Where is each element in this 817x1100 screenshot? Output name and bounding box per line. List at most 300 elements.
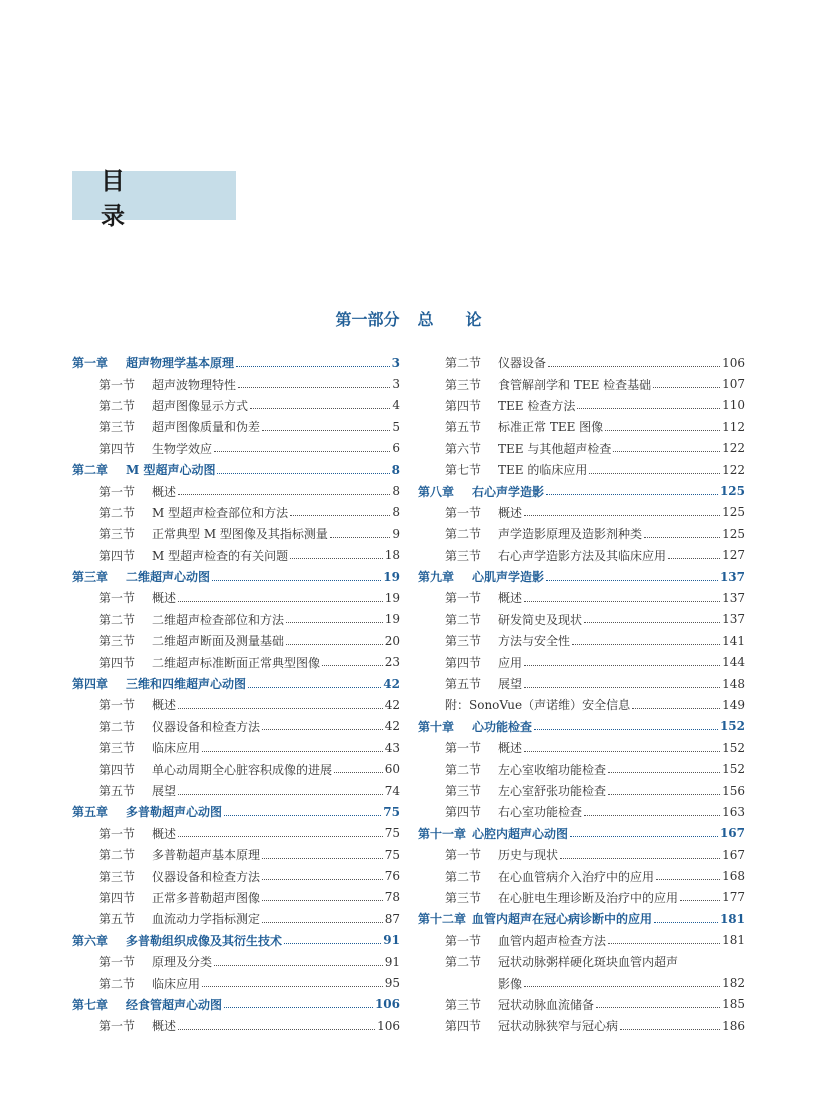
- toc-leader-dots: [524, 600, 720, 602]
- toc-entry-title: M 型超声检查部位和方法: [152, 505, 289, 520]
- toc-section-entry[interactable]: [72, 609, 400, 630]
- toc-entry-title: 超声物理学基本原理: [126, 356, 235, 371]
- toc-entry-title: 超声波物理特性: [152, 377, 237, 392]
- toc-section-entry[interactable]: [72, 395, 400, 416]
- toc-section-entry[interactable]: [418, 758, 745, 779]
- toc-entry-title: 仪器设备: [498, 356, 547, 371]
- toc-page-number: 106: [377, 1018, 400, 1033]
- toc-entry-label: 第三节: [99, 420, 136, 435]
- toc-section-entry[interactable]: [418, 651, 745, 672]
- toc-section-entry[interactable]: [418, 737, 745, 758]
- toc-leader-dots: [262, 899, 383, 901]
- toc-entry-title: 食管解剖学和 TEE 检查基础: [498, 377, 652, 392]
- toc-section-entry[interactable]: [72, 587, 400, 608]
- toc-entry-label: 第四节: [99, 762, 136, 777]
- toc-leader-dots: [653, 386, 720, 388]
- toc-page-number: 148: [722, 676, 745, 691]
- toc-section-entry[interactable]: [418, 630, 745, 651]
- toc-entry-title: 冠状动脉粥样硬化斑块血管内超声: [498, 955, 679, 970]
- toc-page-number: 167: [722, 847, 745, 862]
- toc-entry-label: 第九章: [418, 570, 455, 585]
- toc-entry-title: 在心脏电生理诊断及治疗中的应用: [498, 890, 679, 905]
- toc-page-number: 112: [722, 419, 745, 434]
- toc-page-number: 106: [374, 997, 400, 1012]
- toc-section-entry[interactable]: [418, 416, 745, 437]
- toc-entry-label: 第一节: [99, 377, 136, 392]
- toc-page-number: 75: [384, 847, 400, 862]
- toc-entry-label: 第三节: [99, 869, 136, 884]
- toc-leader-dots: [632, 707, 720, 709]
- toc-section-entry[interactable]: [418, 373, 745, 394]
- part-title-word-2: 论: [465, 310, 482, 329]
- toc-entry-title: 右心室功能检查: [498, 805, 583, 820]
- toc-section-entry[interactable]: [72, 758, 400, 779]
- toc-leader-dots: [546, 493, 718, 495]
- toc-heading-box: [72, 166, 236, 230]
- toc-entry-title: 血管内超声在冠心病诊断中的应用: [472, 912, 653, 927]
- toc-page-number: 75: [383, 804, 400, 819]
- toc-leader-dots: [262, 878, 383, 880]
- toc-section-entry[interactable]: [72, 438, 400, 459]
- toc-entry-title: 二维超声心动图: [126, 570, 211, 585]
- toc-leader-dots: [620, 1028, 720, 1030]
- toc-page-number: 152: [719, 719, 745, 734]
- toc-chapter-entry[interactable]: [72, 352, 400, 373]
- toc-leader-dots: [608, 793, 720, 795]
- toc-entry-title: 概述: [498, 591, 523, 606]
- toc-section-entry[interactable]: [72, 823, 400, 844]
- toc-entry-label: 第三节: [445, 784, 482, 798]
- toc-leader-dots: [224, 1006, 373, 1008]
- toc-section-entry[interactable]: [72, 502, 400, 523]
- toc-section-entry[interactable]: [418, 887, 745, 908]
- toc-entry-label: 第一节: [99, 955, 136, 970]
- toc-page-number: 141: [722, 633, 745, 648]
- toc-entry-label: 第一节: [445, 591, 482, 606]
- toc-entry-label: 第七节: [445, 463, 482, 478]
- toc-entry-title: 超声图像显示方式: [152, 398, 249, 413]
- toc-leader-dots: [584, 814, 720, 816]
- toc-entry-label: 第一节: [99, 698, 136, 713]
- toc-entry-label: 第二章: [72, 463, 109, 478]
- toc-section-entry[interactable]: [72, 844, 400, 865]
- toc-page-number: 122: [722, 441, 745, 456]
- toc-leader-dots: [524, 686, 720, 688]
- toc-leader-dots: [608, 771, 720, 773]
- toc-entry-label: 第二节: [99, 612, 136, 627]
- toc-entry-title: 右心声学造影方法及其临床应用: [498, 548, 667, 563]
- toc-entry-label: 第二节: [445, 955, 482, 970]
- toc-leader-dots: [668, 557, 720, 559]
- toc-entry-title: 左心室舒张功能检查: [498, 784, 607, 798]
- toc-entry-label: 第二节: [445, 612, 482, 627]
- toc-page-number: 8: [392, 505, 400, 520]
- toc-page-number: 9: [392, 526, 400, 541]
- toc-page-number: 144: [722, 655, 745, 670]
- toc-page-number: 110: [722, 398, 745, 413]
- toc-leader-dots: [656, 878, 720, 880]
- toc-entry-title: M 型超声检查的有关问题: [152, 548, 289, 563]
- toc-leader-dots: [238, 386, 390, 388]
- toc-leader-dots: [224, 814, 381, 816]
- toc-chapter-entry[interactable]: [418, 908, 745, 929]
- toc-page-number: 19: [384, 612, 400, 627]
- toc-page-number: 76: [384, 869, 400, 884]
- part-title-number: 第一部分: [335, 310, 400, 329]
- toc-page-number: 182: [722, 976, 745, 991]
- toc-entry-label: 第二节: [99, 848, 136, 863]
- toc-entry-label: 第四节: [99, 548, 136, 563]
- toc-entry-title: 心腔内超声心动图: [472, 826, 569, 841]
- toc-entry-title: 多普勒超声心动图: [126, 805, 223, 820]
- toc-entry-label: 第一章: [72, 356, 109, 371]
- toc-entry-title: TEE 的临床应用: [498, 463, 588, 478]
- toc-leader-dots: [572, 643, 720, 645]
- toc-entry-label: 第三节: [99, 527, 136, 542]
- toc-leader-dots: [334, 771, 383, 773]
- toc-entry-label: 第五节: [445, 677, 482, 692]
- toc-leader-dots: [548, 365, 720, 367]
- toc-leader-dots: [262, 429, 390, 431]
- toc-leader-dots: [570, 835, 718, 837]
- toc-section-entry[interactable]: [418, 395, 745, 416]
- toc-entry-title: 概述: [152, 698, 177, 713]
- toc-entry-label: 第二节: [99, 719, 136, 734]
- toc-page-number: 8: [392, 484, 400, 499]
- toc-entry-title: M 型超声心动图: [126, 463, 216, 478]
- toc-leader-dots: [546, 579, 718, 581]
- toc-leader-dots: [178, 600, 383, 602]
- toc-page-number: 5: [392, 419, 400, 434]
- toc-page-number: 156: [722, 783, 745, 798]
- toc-entry-label: 第七章: [72, 997, 109, 1012]
- toc-entry-title: 冠状动脉血流储备: [498, 997, 595, 1012]
- toc-entry-label: 第五章: [72, 805, 109, 820]
- toc-page-number: 163: [722, 804, 745, 819]
- toc-leader-dots: [560, 857, 720, 859]
- toc-chapter-entry[interactable]: [72, 459, 400, 480]
- toc-leader-dots: [596, 1006, 720, 1008]
- toc-section-entry[interactable]: [418, 994, 745, 1015]
- toc-entry-title: 正常多普勒超声图像: [152, 890, 261, 905]
- toc-entry-title: 冠状动脉狭窄与冠心病: [498, 1019, 619, 1034]
- toc-page-number: 4: [392, 398, 400, 413]
- toc-entry-title: 临床应用: [152, 976, 201, 991]
- toc-entry-label: 第四节: [99, 890, 136, 905]
- toc-entry-title: 原理及分类: [152, 955, 213, 970]
- toc-heading: 目录: [101, 166, 173, 230]
- toc-page-number: 185: [722, 997, 745, 1012]
- toc-entry-title: 历史与现状: [498, 848, 559, 863]
- toc-page-number: 78: [384, 890, 400, 905]
- toc-page-number: 125: [722, 505, 745, 520]
- toc-page-number: 60: [384, 762, 400, 777]
- toc-leader-dots: [178, 493, 390, 495]
- toc-section-entry[interactable]: [418, 972, 745, 993]
- toc-entry-label: 第三节: [445, 634, 482, 649]
- toc-entry-label: 第二节: [99, 505, 136, 520]
- toc-page-number: 186: [722, 1018, 745, 1033]
- toc-section-entry[interactable]: [418, 523, 745, 544]
- toc-chapter-entry[interactable]: [72, 801, 400, 822]
- toc-leader-dots: [217, 472, 389, 474]
- toc-chapter-entry[interactable]: [72, 566, 400, 587]
- toc-chapter-entry[interactable]: [418, 823, 745, 844]
- toc-entry-label: 第三节: [99, 634, 136, 649]
- toc-page-number: 149: [722, 697, 745, 712]
- toc-section-entry[interactable]: [418, 587, 745, 608]
- toc-leader-dots: [654, 921, 718, 923]
- toc-leader-dots: [250, 407, 390, 409]
- toc-entry-label: 第二节: [445, 356, 482, 371]
- toc-entry-label: 第三节: [445, 997, 482, 1012]
- toc-leader-dots: [322, 664, 383, 666]
- toc-entry-label: 第五节: [445, 420, 482, 435]
- toc-entry-label: 第五节: [99, 912, 136, 927]
- toc-page-number: 152: [722, 740, 745, 755]
- toc-chapter-entry[interactable]: [72, 673, 400, 694]
- toc-entry-title: 概述: [498, 741, 523, 756]
- part-title-word-1: 总: [417, 310, 434, 329]
- toc-entry-label: 第三章: [72, 570, 109, 585]
- toc-page-number: 167: [719, 826, 745, 841]
- toc-section-entry[interactable]: [418, 459, 745, 480]
- toc-entry-title: 生物学效应: [152, 441, 213, 456]
- toc-leader-dots: [262, 921, 383, 923]
- toc-section-entry[interactable]: [72, 416, 400, 437]
- toc-entry-label: 第一节: [445, 505, 482, 520]
- part-title: [0, 307, 817, 330]
- toc-entry-label: 第四节: [99, 441, 136, 456]
- toc-entry-title: TEE 与其他超声检查: [498, 441, 612, 456]
- toc-leader-dots: [608, 942, 720, 944]
- toc-leader-dots: [680, 899, 720, 901]
- toc-page-number: 181: [722, 933, 745, 948]
- toc-chapter-entry[interactable]: [72, 994, 400, 1015]
- toc-section-entry[interactable]: [72, 480, 400, 501]
- toc-page-number: 19: [384, 590, 400, 605]
- toc-entry-label: 第十一章: [418, 826, 467, 841]
- toc-page-number: 168: [722, 869, 745, 884]
- toc-entry-title: 超声图像质量和伪差: [152, 420, 261, 435]
- toc-leader-dots: [212, 579, 381, 581]
- toc-leader-dots: [214, 450, 390, 452]
- toc-section-entry[interactable]: [72, 523, 400, 544]
- toc-chapter-entry[interactable]: [418, 566, 745, 587]
- toc-section-entry[interactable]: [418, 844, 745, 865]
- toc-leader-dots: [178, 793, 383, 795]
- toc-entry-title: 血管内超声检查方法: [498, 933, 607, 948]
- toc-entry-title: 左心室收缩功能检查: [498, 762, 607, 777]
- toc-section-entry[interactable]: [72, 716, 400, 737]
- toc-entry-title: 心肌声学造影: [472, 570, 545, 585]
- toc-entry-title: 多普勒组织成像及其衍生技术: [126, 933, 283, 948]
- toc-section-entry[interactable]: [418, 865, 745, 886]
- toc-entry-label: 第六章: [72, 933, 109, 948]
- toc-section-entry[interactable]: [72, 951, 400, 972]
- toc-leader-dots: [524, 985, 720, 987]
- toc-entry-title: 二维超声检查部位和方法: [152, 612, 285, 627]
- toc-chapter-entry[interactable]: [72, 930, 400, 951]
- toc-leader-dots: [262, 728, 383, 730]
- toc-page-number: 74: [384, 783, 400, 798]
- toc-column-left: [72, 352, 400, 1037]
- toc-section-entry[interactable]: [72, 972, 400, 993]
- toc-section-entry[interactable]: [72, 737, 400, 758]
- toc-entry-title: 研发简史及现状: [498, 612, 583, 627]
- toc-entry-title: 应用: [498, 655, 523, 670]
- toc-leader-dots: [589, 472, 720, 474]
- toc-entry-label: 第一节: [445, 933, 482, 948]
- toc-leader-dots: [178, 707, 383, 709]
- toc-section-entry[interactable]: [72, 865, 400, 886]
- toc-section-entry[interactable]: [418, 438, 745, 459]
- toc-page-number: 137: [719, 569, 745, 584]
- toc-leader-dots: [290, 514, 390, 516]
- toc-entry-label: 第四节: [445, 805, 482, 820]
- toc-entry-label: 第一节: [99, 484, 136, 499]
- toc-leader-dots: [524, 750, 720, 752]
- toc-leader-dots: [290, 557, 383, 559]
- toc-entry-title: 概述: [152, 591, 177, 606]
- toc-page-number: 181: [719, 911, 745, 926]
- toc-entry-title: 多普勒超声基本原理: [152, 848, 261, 863]
- toc-entry-title: 展望: [152, 784, 177, 798]
- toc-section-entry[interactable]: [418, 673, 745, 694]
- toc-page-number: 3: [392, 377, 400, 392]
- toc-entry-title: 概述: [152, 1019, 177, 1034]
- toc-entry-label: 第四节: [445, 655, 482, 670]
- toc-page-number: 125: [722, 526, 745, 541]
- toc-entry-label: 第二节: [99, 398, 136, 413]
- toc-entry-label: 第一节: [445, 848, 482, 863]
- toc-section-entry[interactable]: [72, 887, 400, 908]
- toc-entry-label: 第二节: [99, 976, 136, 991]
- toc-entry-label: 第三节: [445, 548, 482, 563]
- toc-page-number: 91: [384, 954, 400, 969]
- toc-entry-label: 第八章: [418, 484, 455, 499]
- toc-entry-title: 展望: [498, 677, 523, 692]
- toc-leader-dots: [524, 664, 720, 666]
- toc-leader-dots: [577, 407, 720, 409]
- toc-section-entry[interactable]: [72, 373, 400, 394]
- toc-entry-label: 第十章: [418, 719, 455, 734]
- toc-entry-title: 单心动周期全心脏容积成像的进展: [152, 762, 333, 777]
- toc-entry-label: 第一节: [99, 1019, 136, 1034]
- toc-leader-dots: [330, 536, 390, 538]
- toc-section-entry[interactable]: [72, 545, 400, 566]
- toc-leader-dots: [202, 985, 383, 987]
- toc-entry-title: 仪器设备和检查方法: [152, 869, 261, 884]
- toc-page-number: 106: [722, 355, 745, 370]
- toc-entry-label: 第二节: [445, 869, 482, 884]
- toc-page-number: 18: [384, 548, 400, 563]
- toc-leader-dots: [178, 835, 383, 837]
- toc-leader-dots: [644, 536, 720, 538]
- toc-page-number: 43: [384, 740, 400, 755]
- toc-page-number: 6: [392, 441, 400, 456]
- toc-entry-label: 第十二章: [418, 912, 467, 927]
- toc-section-entry[interactable]: [418, 545, 745, 566]
- toc-column-right: [418, 352, 745, 1037]
- toc-entry-title: TEE 检查方法: [498, 398, 576, 413]
- toc-page-number: 87: [384, 911, 400, 926]
- toc-page-number: 91: [383, 933, 400, 948]
- toc-entry-title: 附：SonoVue（声诺维）安全信息: [445, 698, 631, 713]
- toc-page-number: 137: [722, 612, 745, 627]
- toc-section-entry[interactable]: [72, 1015, 400, 1036]
- toc-section-entry[interactable]: [418, 502, 745, 523]
- toc-leader-dots: [286, 643, 383, 645]
- toc-section-entry[interactable]: [72, 908, 400, 929]
- toc-section-entry[interactable]: [72, 694, 400, 715]
- toc-entry-title: 血流动力学指标测定: [152, 912, 261, 927]
- toc-entry-label: 第四章: [72, 677, 109, 692]
- toc-page-number: 20: [384, 633, 400, 648]
- toc-page-number: 42: [384, 719, 400, 734]
- toc-entry-title: 右心声学造影: [472, 484, 545, 499]
- toc-page-number: 125: [719, 484, 745, 499]
- toc-entry-label: 第四节: [99, 655, 136, 670]
- toc-section-entry[interactable]: [418, 609, 745, 630]
- toc-page-number: 122: [722, 462, 745, 477]
- toc-leader-dots: [248, 686, 381, 688]
- toc-entry-title: 二维超声标准断面正常典型图像: [152, 655, 321, 670]
- toc-entry-title: 概述: [498, 505, 523, 520]
- toc-page-number: 8: [391, 462, 400, 477]
- toc-leader-dots: [236, 365, 390, 367]
- toc-leader-dots: [584, 621, 720, 623]
- toc-section-entry[interactable]: [418, 930, 745, 951]
- toc-leader-dots: [214, 964, 383, 966]
- toc-entry-title: 方法与安全性: [498, 634, 571, 649]
- toc-section-entry[interactable]: [72, 780, 400, 801]
- toc-section-entry[interactable]: [418, 1015, 745, 1036]
- toc-entry-label: 第四节: [445, 398, 482, 413]
- toc-page-number: 3: [391, 355, 400, 370]
- toc-section-entry[interactable]: [418, 694, 745, 715]
- toc-entry-title: 临床应用: [152, 741, 201, 756]
- toc-leader-dots: [534, 728, 718, 730]
- toc-entry-title: 经食管超声心动图: [126, 997, 223, 1012]
- toc-section-entry[interactable]: [72, 651, 400, 672]
- toc-entry-label: 第二节: [445, 527, 482, 542]
- toc-entry-label: 第六节: [445, 441, 482, 456]
- toc-entry-label: 第一节: [99, 826, 136, 841]
- toc-entry-title: 概述: [152, 826, 177, 841]
- toc-page-number: 19: [383, 569, 400, 584]
- toc-section-entry[interactable]: [72, 630, 400, 651]
- toc-entry-title: 仪器设备和检查方法: [152, 719, 261, 734]
- toc-page-number: 95: [384, 976, 400, 991]
- toc-leader-dots: [605, 429, 720, 431]
- toc-entry-label: 第三节: [445, 377, 482, 392]
- toc-leader-dots: [202, 750, 383, 752]
- toc-chapter-entry[interactable]: [418, 480, 745, 501]
- toc-section-entry[interactable]: [418, 352, 745, 373]
- toc-section-entry[interactable]: [418, 780, 745, 801]
- toc-leader-dots: [524, 514, 720, 516]
- toc-section-entry[interactable]: [418, 951, 745, 972]
- toc-entry-title: 在心血管病介入治疗中的应用: [498, 869, 655, 884]
- toc-entry-label: 第五节: [99, 784, 136, 798]
- toc-leader-dots: [284, 942, 381, 944]
- toc-section-entry[interactable]: [418, 801, 745, 822]
- toc-entry-title: 二维超声断面及测量基础: [152, 634, 285, 649]
- toc-chapter-entry[interactable]: [418, 716, 745, 737]
- toc-leader-dots: [613, 450, 720, 452]
- toc-entry-title: 心功能检查: [472, 719, 533, 734]
